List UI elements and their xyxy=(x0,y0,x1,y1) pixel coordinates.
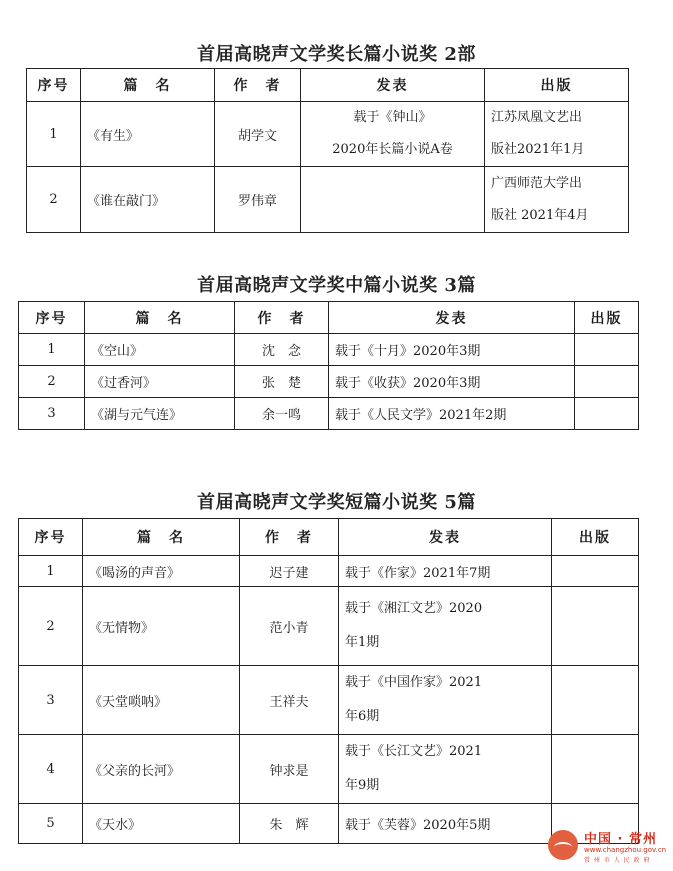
section-title-novel: 首届高晓声文学奖长篇小说奖 2部 xyxy=(197,44,476,65)
cell-work: 《过香河》 xyxy=(85,366,235,398)
cell-work: 《空山》 xyxy=(85,334,235,366)
header-author: 作 者 xyxy=(240,519,339,556)
cell-no: 2 xyxy=(19,587,83,666)
cell-author: 沈 念 xyxy=(235,334,329,366)
cell-pub-line1: 载于《中国作家》2021 xyxy=(345,675,483,690)
table-header-row xyxy=(19,302,639,334)
cell-press xyxy=(552,587,639,666)
changzhou-gov-watermark xyxy=(548,826,670,866)
table-novella xyxy=(18,301,639,430)
cell-work: 《喝汤的声音》 xyxy=(83,556,240,587)
table-row xyxy=(19,735,639,804)
cell-author: 朱 辉 xyxy=(240,804,339,844)
header-pub: 发表 xyxy=(329,302,575,334)
cell-press-line2: 版社 2021年4月 xyxy=(491,207,589,223)
table-row xyxy=(27,102,629,167)
table-row xyxy=(19,334,639,366)
header-no: 序号 xyxy=(27,69,81,102)
table-header-row xyxy=(27,69,629,102)
table-header-row xyxy=(19,519,639,556)
cell-press xyxy=(552,735,639,804)
header-pub: 发表 xyxy=(301,69,485,102)
cell-press-line1: 广西师范大学出 xyxy=(491,175,583,191)
cell-pub-line2: 年9期 xyxy=(345,778,380,793)
cell-press-line1: 江苏凤凰文艺出 xyxy=(491,110,583,125)
cell-pub xyxy=(339,735,552,804)
cell-no: 3 xyxy=(19,398,85,430)
cell-work: 《湖与元气连》 xyxy=(85,398,235,430)
cell-press xyxy=(575,398,639,430)
cell-press xyxy=(575,334,639,366)
cell-pub: 载于《人民文学》2021年2期 xyxy=(329,398,575,430)
cell-pub-line1: 载于《钟山》 xyxy=(353,110,432,125)
cell-work: 《谁在敲门》 xyxy=(81,167,215,233)
table-row xyxy=(19,666,639,735)
table-short-story xyxy=(18,518,639,844)
header-press: 出版 xyxy=(575,302,639,334)
header-author: 作 者 xyxy=(235,302,329,334)
cell-pub: 载于《十月》2020年3期 xyxy=(329,334,575,366)
cell-pub-line1: 载于《湘江文艺》2020 xyxy=(345,601,483,616)
cell-press xyxy=(575,366,639,398)
cell-no: 2 xyxy=(19,366,85,398)
cell-pub xyxy=(301,167,485,233)
cell-no: 4 xyxy=(19,735,83,804)
table-row xyxy=(19,366,639,398)
table-row xyxy=(19,398,639,430)
header-press: 出版 xyxy=(552,519,639,556)
cell-no: 5 xyxy=(19,804,83,844)
cell-press xyxy=(485,102,629,167)
watermark-url: www.changzhou.gov.cn xyxy=(584,846,667,854)
cell-work: 《父亲的长河》 xyxy=(83,735,240,804)
header-press: 出版 xyxy=(485,69,629,102)
cell-pub xyxy=(339,804,552,844)
cell-author: 王祥夫 xyxy=(240,666,339,735)
cell-press xyxy=(552,666,639,735)
cell-pub-line1: 载于《作家》2021年7期 xyxy=(345,565,491,581)
cell-pub-line1: 载于《芙蓉》2020年5期 xyxy=(345,818,491,833)
table-novel xyxy=(26,68,629,233)
header-work: 篇 名 xyxy=(85,302,235,334)
cell-author: 钟求是 xyxy=(240,735,339,804)
header-work: 篇 名 xyxy=(81,69,215,102)
cell-pub-line1: 载于《长江文艺》2021 xyxy=(345,744,483,759)
cell-no: 1 xyxy=(19,556,83,587)
cell-pub xyxy=(301,102,485,167)
cell-author: 余一鸣 xyxy=(235,398,329,430)
cell-author: 张 楚 xyxy=(235,366,329,398)
table-row xyxy=(27,167,629,233)
watermark-title: 中国 · 常州 xyxy=(584,832,657,847)
cell-author: 胡学文 xyxy=(215,102,301,167)
cell-pub-line2: 年6期 xyxy=(345,709,380,724)
cell-pub xyxy=(339,666,552,735)
cell-author: 迟子建 xyxy=(240,556,339,587)
watermark-subtitle: 常 州 市 人 民 政 府 xyxy=(584,857,651,864)
cell-no: 3 xyxy=(19,666,83,735)
header-no: 序号 xyxy=(19,302,85,334)
cell-press xyxy=(485,167,629,233)
cell-work: 《天水》 xyxy=(83,804,240,844)
cell-work: 《无情物》 xyxy=(83,587,240,666)
cell-no: 1 xyxy=(19,334,85,366)
table-row xyxy=(19,556,639,587)
cell-work: 《天堂唢呐》 xyxy=(83,666,240,735)
cell-author: 罗伟章 xyxy=(215,167,301,233)
cell-pub-line2: 年1期 xyxy=(345,635,380,650)
cell-pub xyxy=(339,556,552,587)
changzhou-emblem-icon xyxy=(548,830,578,860)
header-work: 篇 名 xyxy=(83,519,240,556)
cell-pub xyxy=(339,587,552,666)
cell-pub: 载于《收获》2020年3期 xyxy=(329,366,575,398)
cell-press-line2: 版社2021年1月 xyxy=(491,142,585,157)
table-row xyxy=(19,587,639,666)
header-no: 序号 xyxy=(19,519,83,556)
header-author: 作 者 xyxy=(215,69,301,102)
cell-pub-line2: 2020年长篇小说A卷 xyxy=(332,142,453,157)
cell-work: 《有生》 xyxy=(81,102,215,167)
cell-no: 1 xyxy=(27,102,81,167)
table-row xyxy=(19,804,639,844)
cell-no: 2 xyxy=(27,167,81,233)
cell-press xyxy=(552,556,639,587)
section-title-short-story: 首届高晓声文学奖短篇小说奖 5篇 xyxy=(197,492,476,513)
cell-author: 范小青 xyxy=(240,587,339,666)
section-title-novella: 首届高晓声文学奖中篇小说奖 3篇 xyxy=(197,275,476,296)
header-pub: 发表 xyxy=(339,519,552,556)
